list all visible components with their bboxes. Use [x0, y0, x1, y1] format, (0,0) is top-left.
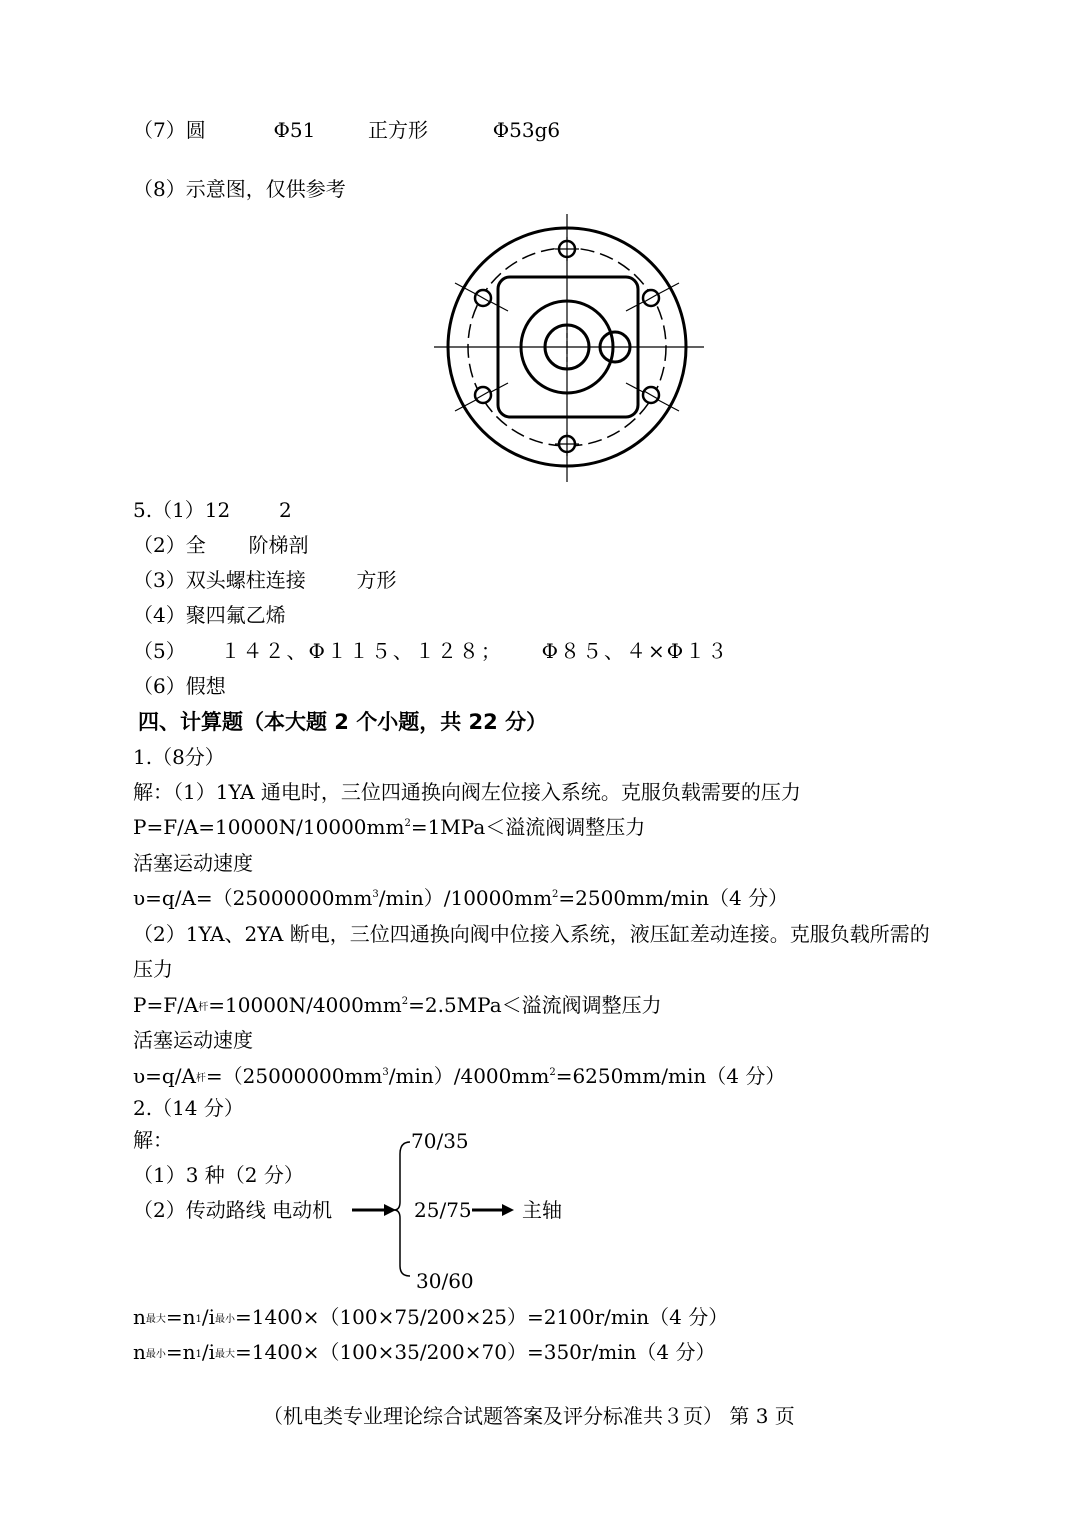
- answer-7-a: Φ51: [273, 118, 316, 142]
- answer-5-5: [133, 639, 729, 663]
- answer-5-2-b: 阶梯剖: [248, 533, 309, 557]
- problem-2-head: 2.（14 分）: [133, 1096, 244, 1120]
- answer-5-3-a: （3）双头螺柱连接: [133, 568, 306, 592]
- problem-1-line-5b: 压力: [133, 957, 173, 981]
- answer-7-label: （7）圆: [133, 118, 206, 142]
- page-footer: （机电类专业理论综合试题答案及评分标准共３页） 第 3 页: [263, 1404, 795, 1428]
- answer-5-2-a: （2）全: [133, 533, 206, 557]
- problem-1-line-5: （2）1YA、2YA 断电，三位四通换向阀中位接入系统，液压缸差动连接。克服负载所需的: [133, 922, 930, 946]
- spindle-label: 主轴: [522, 1198, 562, 1222]
- answer-7-c: Φ53g6: [492, 118, 561, 142]
- brace: [394, 1142, 410, 1276]
- problem-1-pressure-1: $P=F/A=10000N/10000mm^2=1MPa<$溢流阀调整压力: [133, 815, 646, 839]
- ratio-30-60: 30/60: [416, 1269, 474, 1293]
- n-max-formula: $n_{最大}=n_1/i_{最小}=1400\times(100\times 75/200\times 25)=2100r/\min(4$ 分）: [133, 1305, 729, 1329]
- problem-1-pressure-2: $P=F/A_杆=10000N/4000mm^2=2.5MPa<$溢流阀调整压力: [133, 993, 662, 1017]
- answer-7-b: 正方形: [368, 118, 429, 142]
- problem-1-head: 1.（8分）: [133, 745, 225, 769]
- answer-5-3: [133, 568, 396, 592]
- problem-1-line-1: 解：（1）1YA 通电时，三位四通换向阀左位接入系统。克服负载需要的压力: [133, 780, 801, 804]
- answer-8-label: （8）示意图，仅供参考: [133, 177, 346, 201]
- answer-5-3-b: 方形: [356, 568, 397, 592]
- answer-5-5-b: １４２、Φ１１５、１２８；: [220, 639, 503, 663]
- problem-1-velocity-1: $\upsilon=q/A=(25000000mm^3/\min)/10000mm^2=2500mm/\min(4$ 分）: [133, 886, 789, 910]
- problem-1-line-7: 活塞运动速度: [133, 1028, 253, 1052]
- problem-1-line-3: 活塞运动速度: [133, 851, 253, 875]
- answer-5-1-a: 5.（1）12: [133, 498, 231, 522]
- answer-7-line: [133, 118, 560, 142]
- answer-5-1: [133, 498, 292, 522]
- answer-5-5-c: Φ８５、４×Φ１３: [541, 639, 730, 663]
- n-min-formula: $n_{最小}=n_1/i_{最大}=1400\times(100\times 35/200\times 70)=350r/\min(4$ 分）: [133, 1340, 716, 1364]
- answer-5-2: [133, 533, 308, 557]
- problem-1-velocity-2: $\upsilon=q/A_杆=(25000000mm^3/\min)/4000mm^2=6250mm/\min(4$ 分）: [133, 1064, 786, 1088]
- ratio-70-35: 70/35: [411, 1129, 469, 1153]
- problem-2-line-1: （1）3 种（2 分）: [133, 1163, 304, 1187]
- arrow-head-2: [502, 1204, 514, 1216]
- flange-diagram: [430, 212, 710, 484]
- problem-2-line-2: （2）传动路线 电动机: [133, 1198, 333, 1222]
- answer-5-6: （6）假想: [133, 674, 226, 698]
- problem-2-jie: 解：: [133, 1128, 173, 1152]
- answer-5-1-b: 2: [278, 498, 292, 522]
- section-heading: 四、计算题（本大题 2 个小题，共 22 分）: [138, 710, 548, 734]
- answer-5-5-a: （5）: [133, 639, 186, 663]
- answer-5-4: （4）聚四氟乙烯: [133, 603, 286, 627]
- ratio-25-75: 25/75: [414, 1198, 472, 1222]
